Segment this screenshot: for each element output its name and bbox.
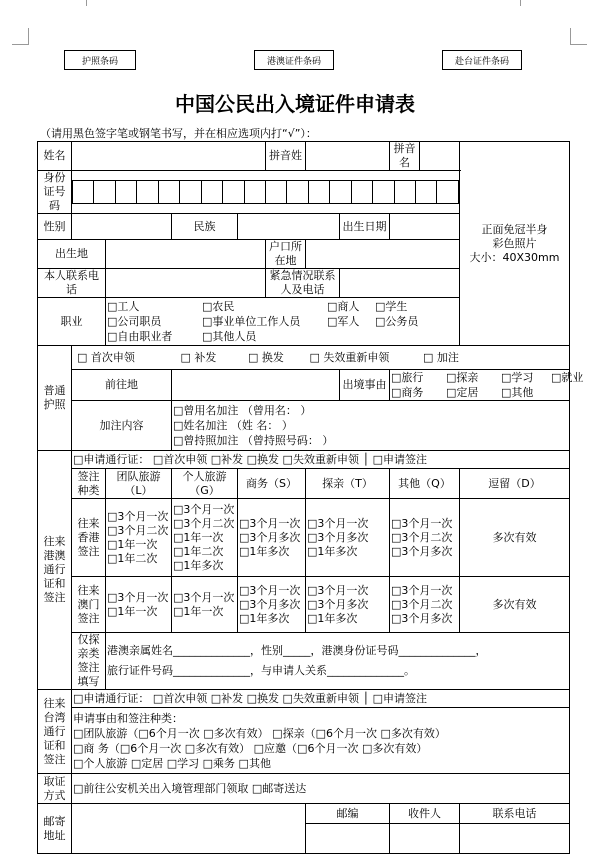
endorse-content-options	[172, 401, 570, 451]
passport-barcode-box: 护照条码	[64, 50, 136, 70]
other-header: 其他（Q）	[390, 469, 460, 499]
hk-other-options[interactable]: □3个月一次 □3个月二次 □3个月多次	[390, 499, 460, 577]
hk-group-options[interactable]: □3个月一次 □3个月二次 □1年一次 □1年二次	[106, 499, 172, 577]
passport-first-apply[interactable]: □ 首次申领	[77, 350, 135, 364]
birth-date-label: 出生日期	[340, 214, 390, 240]
ethnicity-field[interactable]	[238, 214, 340, 240]
hk-individual-options[interactable]: □3个月一次 □3个月二次 □1年一次 □1年二次 □1年多次	[172, 499, 238, 577]
pinyin-surname-label: 拼音姓	[266, 142, 306, 171]
occ-other[interactable]: □其他人员	[202, 330, 257, 343]
corner-mark-top-l	[86, 0, 103, 6]
hk-stay-value: 多次有效	[460, 499, 570, 577]
occ-public-institution[interactable]: □事业单位工作人员	[202, 315, 301, 328]
passport-type-options	[72, 346, 570, 370]
recipient-header: 收件人	[390, 804, 460, 824]
business-header: 商务（S）	[238, 469, 306, 499]
hukou-field[interactable]	[306, 240, 460, 269]
hk-visit-options[interactable]: □3个月一次 □3个月多次 □1年多次	[306, 499, 390, 577]
id-number-grid[interactable]	[72, 171, 460, 214]
occ-freelancer[interactable]: □自由职业者	[107, 330, 173, 343]
corner-mark-tr	[570, 28, 587, 45]
reason-study[interactable]: □学习	[501, 371, 534, 384]
photo-line-1: 正面免冠半身	[481, 222, 548, 236]
individual-tour-header: 个人旅游（G）	[172, 469, 238, 499]
contact-phone-header: 联系电话	[460, 804, 570, 824]
postcode-header: 邮编	[306, 804, 390, 824]
occ-employee[interactable]: □公司职员	[107, 315, 162, 328]
macau-stay-value: 多次有效	[460, 577, 570, 633]
passport-reissue[interactable]: □ 补发	[180, 350, 217, 364]
taiwan-barcode-box: 赴台证件条码	[442, 50, 522, 70]
passport-renew[interactable]: □ 换发	[248, 350, 284, 364]
macau-visit-options[interactable]: □3个月一次 □3个月多次 □1年多次	[306, 577, 390, 633]
photo-line-3: 大小：40X30mm	[469, 250, 560, 264]
mailing-address-field[interactable]	[72, 804, 306, 854]
macau-individual-options[interactable]: □3个月一次 □1年一次	[172, 577, 238, 633]
stay-header: 逗留（D）	[460, 469, 570, 499]
passport-reapply[interactable]: □ 失效重新申领	[309, 350, 390, 364]
macau-group-options[interactable]: □3个月一次 □1年一次	[106, 577, 172, 633]
photo-box	[460, 142, 570, 346]
reason-other[interactable]: □其他	[501, 386, 534, 399]
taiwan-section-label: 往来台湾通行证和签注	[38, 690, 72, 774]
travel-reason-options	[390, 370, 584, 401]
id-number-label: 身份证号码	[38, 171, 72, 214]
passport-section-label: 普通护照	[38, 346, 72, 451]
reason-visit[interactable]: □探亲	[446, 371, 479, 384]
occ-merchant[interactable]: □商人	[327, 300, 360, 313]
hk-macau-apply-options[interactable]: □申请通行证： □首次申领 □补发 □换发 □失效重新申领 │ □申请签注	[72, 451, 570, 469]
contact-phone-field[interactable]	[460, 824, 570, 854]
destination-field[interactable]	[172, 370, 340, 401]
hk-endorse-label: 往来香港签注	[72, 499, 106, 577]
pickup-method-label: 取证方式	[38, 774, 72, 804]
pinyin-given-label: 拼音名	[390, 142, 420, 171]
phone-field[interactable]	[106, 269, 266, 298]
occupation-label: 职业	[38, 298, 106, 346]
endorse-former-name[interactable]: □曾用名加注 （曾用名： ）	[173, 404, 312, 417]
gender-field[interactable]	[72, 214, 172, 240]
reason-travel[interactable]: □旅行	[391, 371, 424, 384]
birth-date-field[interactable]	[390, 214, 460, 240]
endorse-name[interactable]: □姓名加注 （姓 名： ）	[173, 419, 293, 432]
occupation-options	[106, 298, 460, 346]
travel-reason-label: 出境事由	[340, 370, 390, 401]
hk-macau-barcode-box: 港澳证件条码	[254, 50, 334, 70]
name-field[interactable]	[72, 142, 266, 171]
corner-mark-tl	[12, 28, 29, 45]
photo-line-2: 彩色照片	[492, 236, 537, 250]
hk-macau-section-label: 往来港澳通行证和签注	[38, 451, 72, 690]
relative-info[interactable]: 港澳亲属姓名______________，性别_____，港澳身份证号码______________， 旅行证件号码______________，与申请人关系______________。	[106, 633, 570, 690]
pickup-method-options[interactable]: □前往公安机关出入境管理部门领取 □邮寄送达	[72, 774, 570, 804]
ethnicity-label: 民族	[172, 214, 238, 240]
macau-endorse-label: 往来澳门签注	[72, 577, 106, 633]
pinyin-given-field[interactable]	[420, 142, 460, 171]
occ-civil-servant[interactable]: □公务员	[375, 315, 419, 328]
emergency-label: 紧急情况联系人及电话	[266, 269, 340, 298]
occ-farmer[interactable]: □农民	[202, 300, 235, 313]
occ-military[interactable]: □军人	[327, 315, 360, 328]
form-title: 中国公民出入境证件申请表	[175, 92, 415, 116]
group-tour-header: 团队旅游（L）	[106, 469, 172, 499]
taiwan-endorse-options[interactable]: 申请事由和签注种类： □团队旅游（□6个月一次 □多次有效） □探亲（□6个月一次 □多次有效） □商 务（□6个月一次 □多次有效） □应邀（□6个月一次 □多次有效） □个人旅游 □定居 □学习 □乘务 □其他	[72, 708, 570, 774]
postcode-field[interactable]	[306, 824, 390, 854]
macau-other-options[interactable]: □3个月一次 □3个月二次 □3个月多次	[390, 577, 460, 633]
endorse-type-header: 签注种类	[72, 469, 106, 499]
application-form	[37, 141, 584, 854]
taiwan-apply-options[interactable]: □申请通行证： □首次申领 □补发 □换发 □失效重新申领 │ □申请签注	[72, 690, 570, 708]
hk-business-options[interactable]: □3个月一次 □3个月多次 □1年多次	[238, 499, 306, 577]
reason-settle[interactable]: □定居	[446, 386, 479, 399]
reason-business[interactable]: □商务	[391, 386, 424, 399]
gender-label: 性别	[38, 214, 72, 240]
endorse-content-label: 加注内容	[72, 401, 172, 451]
name-label: 姓名	[38, 142, 72, 171]
destination-label: 前往地	[72, 370, 172, 401]
birthplace-field[interactable]	[106, 240, 266, 269]
recipient-field[interactable]	[390, 824, 460, 854]
form-instruction: （请用黑色签字笔或钢笔书写，并在相应选项内打“√”）：	[40, 127, 317, 140]
corner-mark-top-r	[504, 0, 521, 6]
occ-worker[interactable]: □工人	[107, 300, 140, 313]
birthplace-label: 出生地	[38, 240, 106, 269]
visit-header: 探亲（T）	[306, 469, 390, 499]
relative-only-label: 仅探亲类签注填写	[72, 633, 106, 690]
pinyin-surname-field[interactable]	[306, 142, 390, 171]
hukou-label: 户口所在地	[266, 240, 306, 269]
emergency-field[interactable]	[340, 269, 460, 298]
phone-label: 本人联系电话	[38, 269, 106, 298]
endorse-former-passport[interactable]: □曾持照加注 （曾持照号码： ）	[173, 434, 334, 447]
reason-work[interactable]: □就业	[551, 371, 584, 384]
macau-business-options[interactable]: □3个月一次 □3个月多次 □1年多次	[238, 577, 306, 633]
mailing-address-label: 邮寄地址	[38, 804, 72, 854]
passport-endorse[interactable]: □ 加注	[423, 350, 459, 364]
occ-student[interactable]: □学生	[375, 300, 408, 313]
